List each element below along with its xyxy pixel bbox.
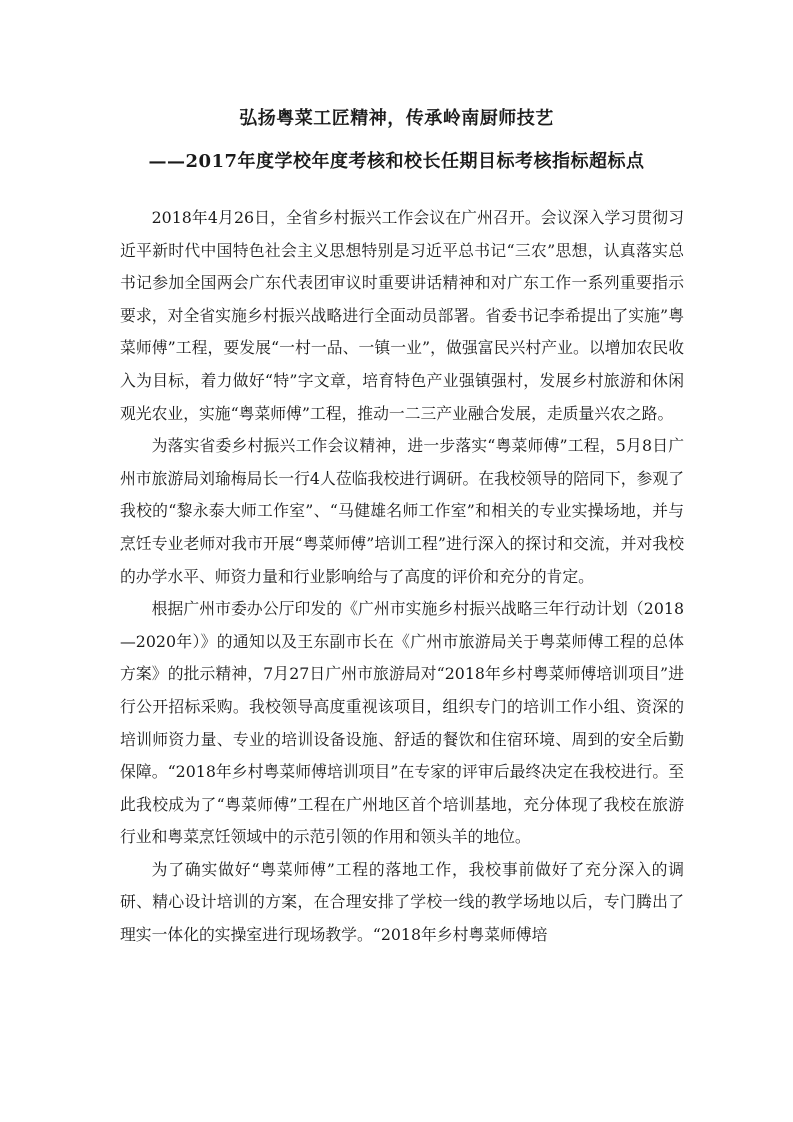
document-title: 弘扬粤菜工匠精神，传承岭南厨师技艺 xyxy=(239,108,554,129)
document-body xyxy=(120,202,684,952)
paragraph-4: 为了确实做好“粤菜师傅”工程的落地工作，我校事前做好了充分深入的调研、精心设计培训的方案，在合理安排了学校一线的教学场地以后，专门腾出了理实一体化的实操室进行现场教学。“2018年乡村粤菜师傅培 xyxy=(120,859,684,945)
document-subtitle: ——2017年度学校年度考核和校长任期目标考核指标超标点 xyxy=(148,151,645,172)
paragraph-1: 2018年4月26日，全省乡村振兴工作会议在广州召开。会议深入学习贯彻习近平新时代中国特色社会主义思想特别是习近平总书记“三农”思想，认真落实总书记参加全国两会广东代表团审议时重要讲话精神和对广东工作一系列重要指示要求，对全省实施乡村振兴战略进行全面动员部署。省委书记李希提出了实施”粤菜师傅”工程，要发展“一村一品、一镇一业”，做强富民兴村产业。以增加农民收入为目标，着力做好“特”字文章，培育特色产业强镇强村，发展乡村旅游和休闲观光农业，实施“粤菜师傅”工程，推动一二三产业融合发展，走质量兴农之路。 xyxy=(120,208,684,423)
paragraph-3: 根据广州市委办公厅印发的《广州市实施乡村振兴战略三年行动计划（2018—2020年）》的通知以及王东副市长在《广州市旅游局关于粤菜师傅工程的总体方案》的批示精神，7月27日广州市旅游局对“2018年乡村粤菜师傅培训项目”进行公开招标采购。我校领导高度重视该项目，组织专门的培训工作小组、资深的培训师资力量、专业的培训设备设施、舒适的餐饮和住宿环境、周到的安全后勤保障。“2018年乡村粤菜师傅培训项目”在专家的评审后最终决定在我校进行。至此我校成为了“粤菜师傅”工程在广州地区首个培训基地，充分体现了我校在旅游行业和粤菜烹饪领域中的示范引领的作用和领头羊的地位。 xyxy=(120,599,684,847)
paragraph-2: 为落实省委乡村振兴工作会议精神，进一步落实“粤菜师傅”工程，5月8日广州市旅游局刘瑜梅局长一行4人莅临我校进行调研。在我校领导的陪同下，参观了我校的“黎永泰大师工作室”、“马健雄名师工作室”和相关的专业实操场地，并与烹饪专业老师对我市开展“粤菜师傅”培训工程”进行深入的探讨和交流，并对我校的办学水平、师资力量和行业影响给与了高度的评价和充分的肯定。 xyxy=(120,436,684,586)
